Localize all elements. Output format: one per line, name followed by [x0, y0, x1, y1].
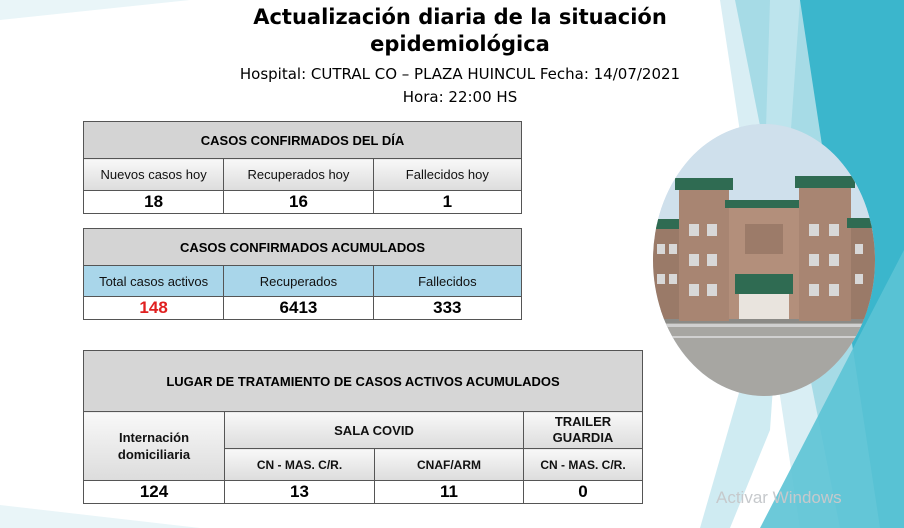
- sala-cn-label: CN - MAS. C/R.: [225, 449, 375, 481]
- trailer-guardia-label: TRAILER GUARDIA: [524, 412, 643, 449]
- sala-cn-value: 13: [225, 481, 375, 504]
- cumulative-cases-table: [83, 228, 522, 320]
- cumulative-active-value: 148: [84, 297, 224, 320]
- trailer-cn-value: 0: [524, 481, 643, 504]
- daily-new-label: Nuevos casos hoy: [84, 159, 224, 191]
- cumulative-cases-title: CASOS CONFIRMADOS ACUMULADOS: [84, 229, 522, 266]
- daily-recovered-label: Recuperados hoy: [224, 159, 373, 191]
- treatment-table: [83, 350, 643, 504]
- hospital-photo: [653, 124, 875, 396]
- daily-new-value: 18: [84, 191, 224, 214]
- hour-line: Hora: 22:00 HS: [402, 88, 518, 106]
- sala-cnaf-label: CNAF/ARM: [375, 449, 524, 481]
- daily-recovered-value: 16: [224, 191, 373, 214]
- sala-cnaf-value: 11: [375, 481, 524, 504]
- hospital-date-line: Hospital: CUTRAL CO – PLAZA HUINCUL Fecha: 14/07/2021: [239, 65, 681, 83]
- cumulative-active-label: Total casos activos: [84, 266, 224, 297]
- daily-cases-title: CASOS CONFIRMADOS DEL DÍA: [84, 122, 522, 159]
- treatment-title: LUGAR DE TRATAMIENTO DE CASOS ACTIVOS ACUMULADOS: [84, 351, 643, 412]
- title-line-1: Actualización diaria de la situación: [253, 5, 667, 29]
- daily-cases-table: [83, 121, 522, 214]
- page-title: [200, 4, 720, 58]
- home-care-value: 124: [84, 481, 225, 504]
- cumulative-recovered-value: 6413: [224, 297, 373, 320]
- daily-deaths-value: 1: [373, 191, 521, 214]
- title-line-2: epidemiológica: [370, 32, 550, 56]
- daily-deaths-label: Fallecidos hoy: [373, 159, 521, 191]
- trailer-cn-label: CN - MAS. C/R.: [524, 449, 643, 481]
- sala-covid-label: SALA COVID: [225, 412, 524, 449]
- cumulative-deaths-value: 333: [373, 297, 521, 320]
- cumulative-deaths-label: Fallecidos: [373, 266, 521, 297]
- windows-watermark: Activar Windows: [716, 488, 842, 507]
- cumulative-recovered-label: Recuperados: [224, 266, 373, 297]
- home-care-label: Internación domiciliaria: [84, 412, 225, 481]
